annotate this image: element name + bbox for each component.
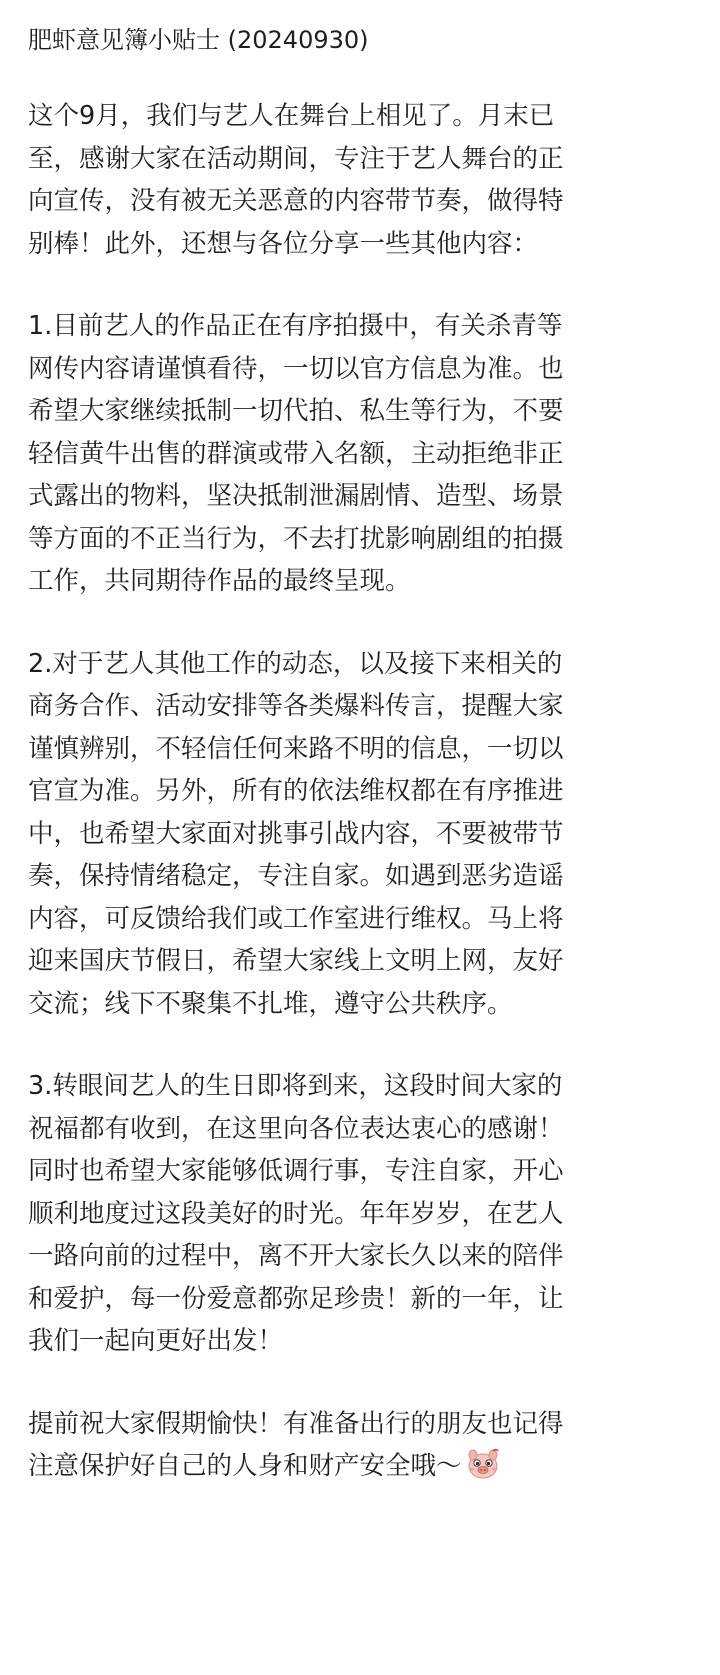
- point-2-paragraph: [28, 643, 700, 1026]
- note-container: [28, 20, 700, 1528]
- point-1-paragraph: [28, 305, 700, 603]
- text-line: 顺利地度过这段美好的时光。年年岁岁，在艺人: [28, 1198, 564, 1229]
- closing-paragraph: [28, 1403, 700, 1488]
- text-line: 2.对于艺人其他工作的动态，以及接下来相关的: [28, 648, 563, 679]
- text-line: 别棒！此外，还想与各位分享一些其他内容：: [28, 228, 539, 259]
- text-line: 希望大家继续抵制一切代拍、私生等行为，不要: [28, 396, 564, 426]
- text-line: 这个9月，我们与艺人在舞台上相见了。月末已: [28, 101, 555, 131]
- text-line: 向宣传，没有被无关恶意的内容带节奏，做得特: [28, 186, 564, 216]
- pig-face-sticker-icon: [466, 1447, 500, 1481]
- text-line: 官宣为准。另外，所有的依法维权都在有序推进: [28, 776, 564, 806]
- text-line: 交流；线下不聚集不扎堆，遵守公共秩序。: [28, 988, 513, 1019]
- text-line: 至，感谢大家在活动期间，专注于艺人舞台的正: [28, 143, 564, 174]
- text-line: 同时也希望大家能够低调行事，专注自家，开心: [28, 1156, 564, 1186]
- text-line: 提前祝大家假期愉快！有准备出行的朋友也记得: [28, 1408, 564, 1439]
- text-line: 注意保护好自己的人身和财产安全哦～: [28, 1451, 462, 1481]
- text-line: 轻信黄牛出售的群演或带入名额，主动拒绝非正: [28, 438, 564, 469]
- text-line: 我们一起向更好出发！: [28, 1326, 284, 1356]
- text-line: 1.目前艺人的作品正在有序拍摄中，有关杀青等: [28, 311, 563, 341]
- text-line: 3.转眼间艺人的生日即将到来，这段时间大家的: [28, 1071, 563, 1101]
- text-line: 内容，可反馈给我们或工作室进行维权。马上将: [28, 903, 564, 934]
- text-line: 谨慎辨别，不轻信任何来路不明的信息，一切以: [28, 733, 564, 764]
- intro-paragraph: [28, 95, 700, 265]
- text-line: 一路向前的过程中，离不开大家长久以来的陪伴: [28, 1241, 564, 1271]
- point-3-paragraph: [28, 1065, 700, 1363]
- text-line: 工作，共同期待作品的最终呈现。: [28, 566, 411, 596]
- text-line: 中，也希望大家面对挑事引战内容，不要被带节: [28, 818, 564, 849]
- text-line: 奏，保持情绪稳定，专注自家。如遇到恶劣造谣: [28, 861, 564, 891]
- closing-line: [28, 1445, 700, 1488]
- note-title: 肥虾意见簿小贴士 (20240930): [28, 26, 369, 54]
- text-line: 和爱护，每一份爱意都弥足珍贵！新的一年，让: [28, 1283, 564, 1314]
- text-line: 式露出的物料，坚决抵制泄漏剧情、造型、场景: [28, 481, 564, 511]
- text-line: 网传内容请谨慎看待，一切以官方信息为准。也: [28, 353, 564, 384]
- text-line: 商务合作、活动安排等各类爆料传言，提醒大家: [28, 691, 564, 721]
- text-line: 迎来国庆节假日，希望大家线上文明上网，友好: [28, 946, 564, 976]
- text-line: 等方面的不正当行为，不去打扰影响剧组的拍摄: [28, 523, 564, 554]
- text-line: 祝福都有收到，在这里向各位表达衷心的感谢！: [28, 1113, 564, 1144]
